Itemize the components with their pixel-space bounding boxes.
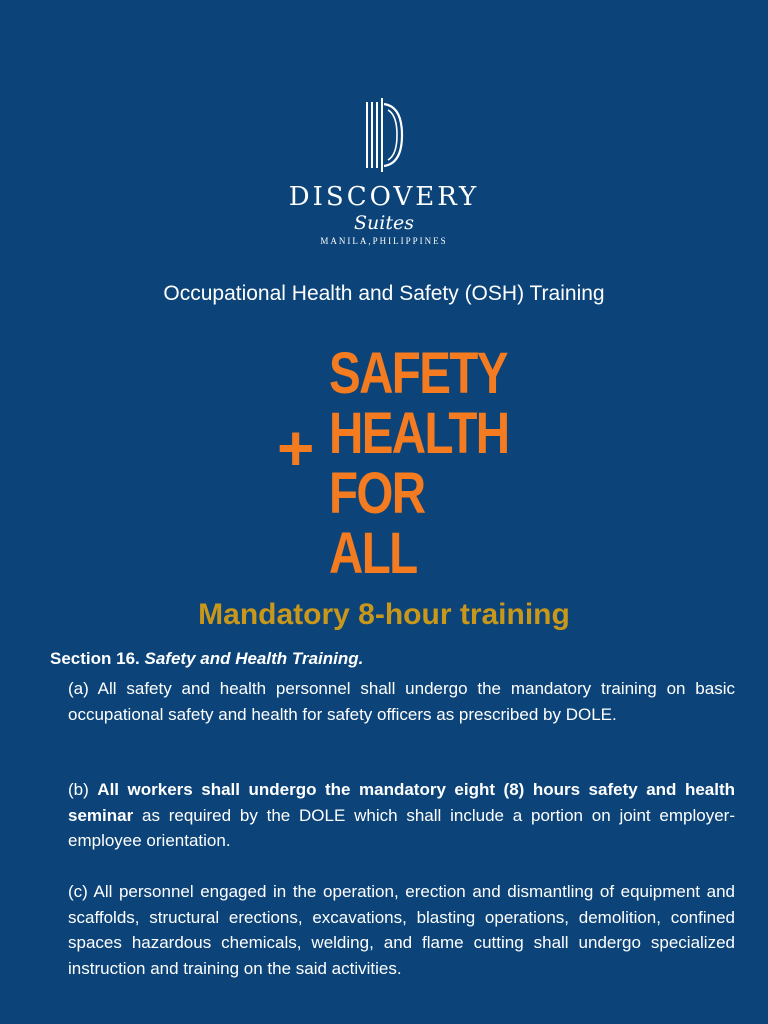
page-subtitle: Occupational Health and Safety (OSH) Training (163, 282, 605, 305)
safety-health-for-all-graphic (277, 341, 517, 586)
discovery-d-logo-icon (364, 96, 404, 174)
paragraph-a: (a) All safety and health personnel shall undergo the mandatory training on basic occupational safety and health for safety officers as prescribed by DOLE. (68, 679, 735, 724)
paragraph-b-bold: All workers shall undergo the mandatory eight (8) hours safety and health seminar (68, 780, 736, 825)
safety-line-2: HEALTH (329, 401, 509, 466)
safety-text-block (329, 341, 509, 586)
paragraph-b (68, 777, 735, 854)
brand-logo (0, 96, 768, 246)
section-number: Section 16. (50, 649, 140, 668)
paragraph-b-rest: as required by the DOLE which shall include a portion on joint employer-employee orientation. (68, 805, 735, 850)
paragraph-c: (c) All personnel engaged in the operation, erection and dismantling of equipment and scaffolds, structural erections, excavations, blasting operations, demolition, confined spaces hazardous chemicals, welding, and flame cutting shall undergo specialized instruction and training on the said activities. (68, 882, 735, 978)
main-heading: Mandatory 8-hour training (198, 598, 570, 631)
brand-name: DISCOVERY (288, 182, 480, 212)
brand-location: MANILA,PHILIPPINES (320, 236, 448, 246)
paragraph-b-prefix: (b) (68, 780, 98, 799)
brand-subname: Suites (354, 212, 414, 234)
section-title (50, 649, 363, 669)
safety-line-3: FOR ALL (329, 461, 425, 586)
plus-icon: + (277, 412, 315, 484)
safety-line-1: SAFETY (329, 341, 507, 406)
section-name: Safety and Health Training. (144, 649, 364, 668)
